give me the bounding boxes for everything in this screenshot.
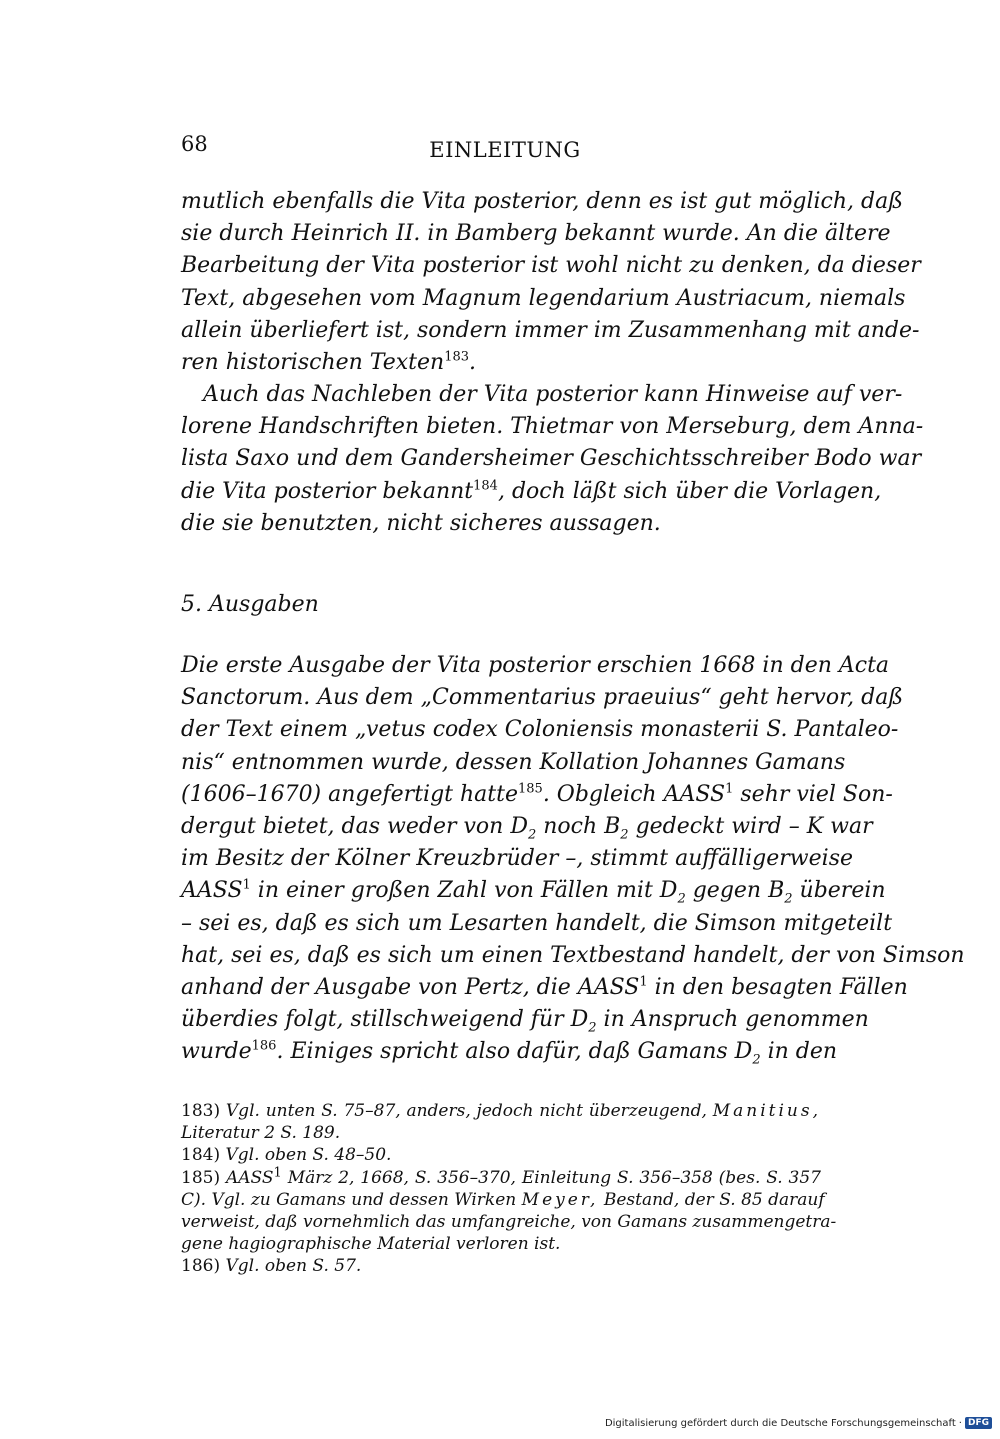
text-line: Text, abgesehen vom Magnum legendarium Austriacum, niemals: [181, 285, 906, 311]
text-fragment: in Anspruch genommen: [596, 1007, 869, 1033]
text-fragment: . Einiges spricht also dafür, daß Gamans D: [276, 1039, 753, 1065]
footnotes: [181, 1100, 837, 1278]
text-fragment: gegen B: [685, 878, 785, 904]
text-fragment: dergut bietet, das weder von D: [181, 814, 528, 840]
footnote-text: Vgl. unten S. 75–87, anders, jedoch nicht überzeugend,: [225, 1101, 707, 1121]
text-fragment: überein: [792, 878, 886, 904]
text-line: der Text einem „vetus codex Coloniensis monasterii S. Pantaleo-: [181, 717, 899, 743]
paragraph-3: [181, 650, 965, 1069]
footnote-ref: 183: [444, 349, 470, 365]
running-head: EINLEITUNG: [429, 138, 581, 162]
text-line: sie durch Heinrich II. in Bamberg bekannt wurde. An die ältere: [181, 221, 891, 247]
footnote-text: AASS: [225, 1167, 274, 1188]
text-line: nis“ entnommen wurde, dessen Kollation Johannes Gamans: [181, 749, 846, 775]
text-fragment: gedeckt wird – K war: [628, 814, 873, 840]
footnote-text: Vgl. oben S. 57.: [225, 1256, 362, 1277]
subscript: 2: [752, 1052, 761, 1068]
text-fragment: sehr viel Son-: [733, 781, 893, 807]
footnote-ref: 185: [517, 781, 543, 797]
text-fragment: überdies folgt, stillschweigend für D: [181, 1007, 589, 1033]
separator: ·: [958, 1417, 962, 1429]
footnote-number: 184): [181, 1145, 221, 1166]
subscript: 2: [784, 891, 793, 907]
text-line: [181, 875, 886, 907]
paragraph-1: [181, 186, 921, 379]
footnote-text: Vgl. oben S. 48–50.: [225, 1145, 392, 1166]
text-fragment: . Obgleich AASS: [542, 781, 726, 807]
text-line: [181, 779, 893, 811]
text-line: Die erste Ausgabe der Vita posterior erschien 1668 in den Acta: [181, 653, 890, 678]
footnote-number: 185): [181, 1167, 221, 1188]
text-line: hat, sei es, daß es sich um einen Textbestand handelt, der von Simson: [181, 942, 965, 968]
subscript: 2: [620, 827, 629, 843]
footnote-185: [181, 1164, 821, 1189]
text-line: lista Saxo und dem Gandersheimer Geschichtsschreiber Bodo war: [181, 446, 922, 472]
text-fragment: in den besagten Fällen: [647, 975, 908, 1001]
text-fragment: in einer großen Zahl von Fällen mit D: [250, 878, 678, 904]
text-fragment: anhand der Ausgabe von Pertz, die AASS: [181, 975, 640, 1001]
text-fragment: , doch läßt sich über die Vorlagen,: [497, 478, 882, 504]
footnote-ref: 184: [473, 478, 498, 494]
subscript: 2: [588, 1020, 597, 1036]
subscript: 2: [677, 891, 686, 907]
footnote-183-cont: Literatur 2 S. 189.: [181, 1123, 341, 1144]
footnote-number: 186): [181, 1256, 221, 1277]
footnote-186: [181, 1255, 821, 1277]
footnote-author: Manitius,: [712, 1101, 822, 1121]
text-fragment: AASS: [181, 878, 243, 904]
footnote-number: 183): [181, 1101, 221, 1121]
paragraph-2: [181, 379, 924, 540]
footnote-185-cont: [181, 1189, 825, 1211]
text-line: mutlich ebenfalls die Vita posterior, denn es ist gut möglich, daß: [181, 189, 903, 214]
dfg-logo: DFG: [965, 1417, 992, 1429]
superscript: 1: [242, 878, 251, 894]
text-line: [181, 476, 882, 508]
text-fragment: .: [469, 350, 477, 376]
footnote-183: [181, 1100, 821, 1122]
superscript: 1: [725, 781, 734, 797]
text-line: die sie benutzten, nicht sicheres aussagen.: [181, 510, 661, 536]
text-fragment: in den: [760, 1039, 838, 1065]
text-line: allein überliefert ist, sondern immer im Zusammenhang mit ande-: [181, 317, 920, 343]
text-line: – sei es, daß es sich um Lesarten handelt, die Simson mitgeteilt: [181, 910, 893, 936]
superscript: 1: [273, 1164, 282, 1180]
text-fragment: ren historischen Texten: [181, 350, 445, 376]
text-line: [181, 972, 908, 1004]
footnote-184: [181, 1144, 821, 1166]
footnote-ref: 186: [251, 1039, 277, 1055]
text-line: [181, 811, 873, 843]
digitization-credit: [605, 1417, 992, 1429]
text-line: Bearbeitung der Vita posterior ist wohl nicht zu denken, da dieser: [181, 253, 921, 279]
text-line: im Besitz der Kölner Kreuzbrüder –, stimmt auffälligerweise: [181, 846, 853, 872]
section-heading: 5. Ausgaben: [181, 592, 319, 617]
text-line: [181, 1004, 869, 1036]
text-fragment: wurde: [181, 1039, 252, 1065]
page-number: 68: [181, 132, 208, 156]
superscript: 1: [639, 974, 648, 990]
footnote-185-cont: gene hagiographische Material verloren ist.: [181, 1234, 561, 1255]
footnote-text: März 2, 1668, S. 356–370, Einleitung S. 356–358 (bes. S. 357: [281, 1167, 821, 1188]
footnote-text: C). Vgl. zu Gamans und dessen Wirken: [181, 1189, 517, 1210]
text-fragment: die Vita posterior bekannt: [181, 478, 474, 504]
footnote-185-cont: verweist, daß vornehmlich das umfangreiche, von Gamans zusammengetra-: [181, 1212, 837, 1233]
subscript: 2: [527, 827, 537, 843]
footnote-text: Bestand, der S. 85 darauf: [603, 1189, 825, 1210]
text-line: [181, 347, 821, 379]
text-line: Auch das Nachleben der Vita posterior kann Hinweise auf ver-: [203, 382, 903, 407]
credit-text: Digitalisierung gefördert durch die Deutsche Forschungsgemeinschaft: [604, 1417, 956, 1429]
footnote-author: Meyer,: [521, 1189, 599, 1210]
text-line: [181, 1036, 838, 1068]
text-fragment: noch B: [536, 814, 621, 840]
text-fragment: (1606–1670) angefertigt hatte: [181, 781, 518, 807]
text-line: Sanctorum. Aus dem „Commentarius praeuius“ geht hervor, daß: [181, 685, 904, 711]
text-line: lorene Handschriften bieten. Thietmar von Merseburg, dem Anna-: [181, 414, 924, 440]
